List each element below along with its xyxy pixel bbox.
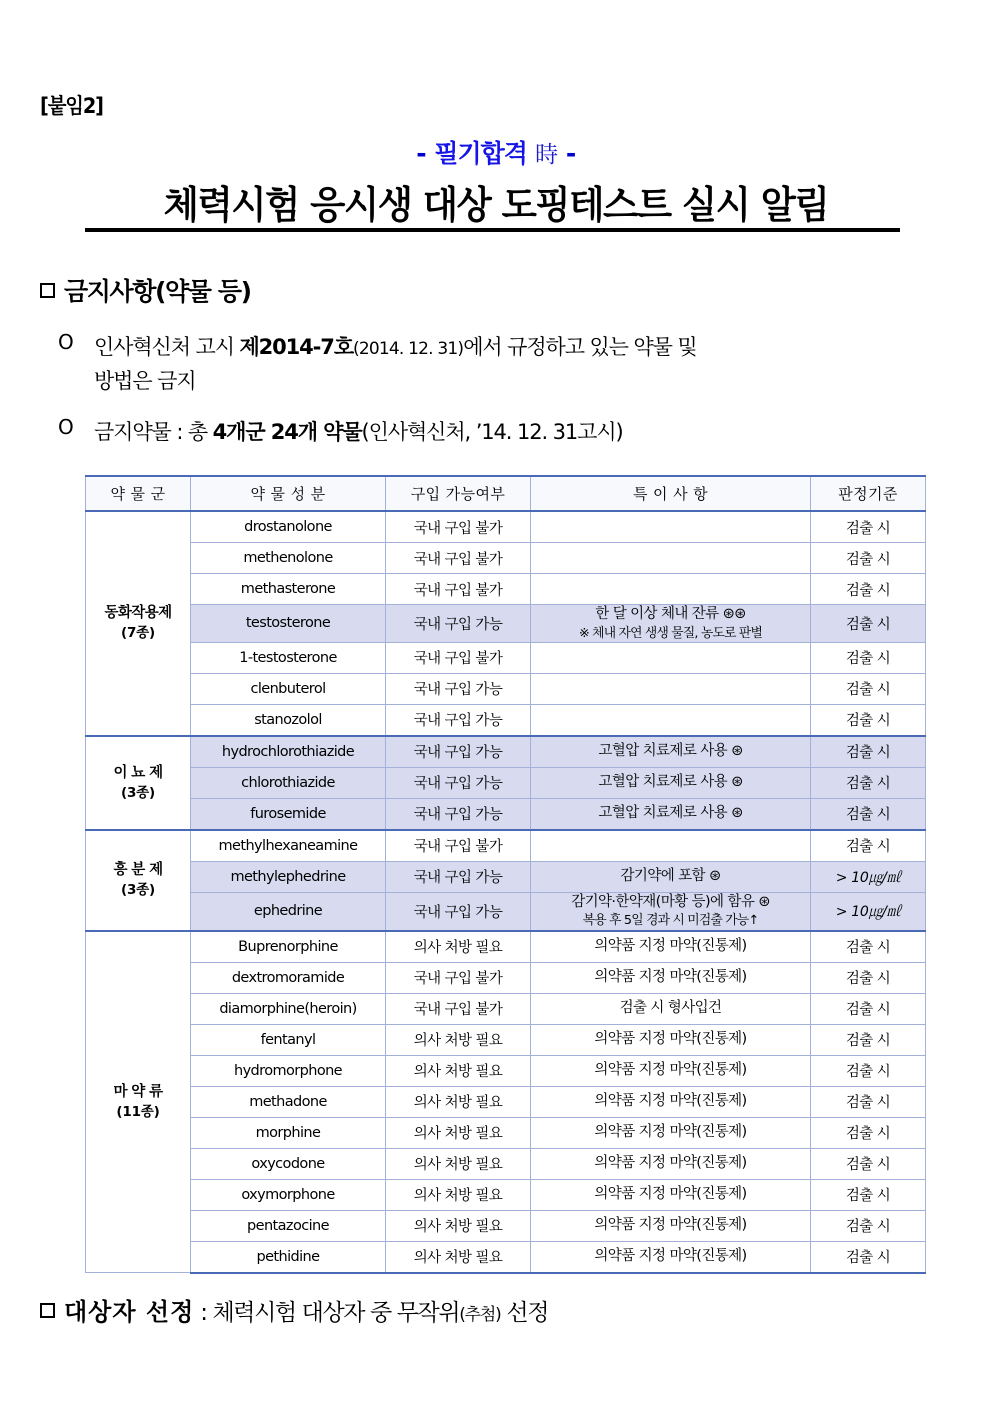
drug-name-cell: oxymorphone — [191, 1179, 386, 1210]
criteria-cell: 검출 시 — [811, 767, 926, 798]
note-cell — [531, 767, 811, 798]
table-row — [86, 892, 926, 930]
criteria-cell: > 10㎍/㎖ — [811, 892, 926, 930]
drug-name-cell: stanozolol — [191, 704, 386, 736]
page-title: 체력시험 응시생 대상 도핑테스트 실시 알림 — [163, 182, 829, 227]
circle-bullet-icon-2: O — [58, 415, 73, 439]
drug-group-name: 마 약 류 — [113, 1083, 163, 1100]
availability-cell: 국내 구입 가능 — [386, 673, 531, 704]
attachment-label: [붙임2] — [40, 94, 103, 118]
note-cell — [531, 642, 811, 673]
availability-cell: 국내 구입 가능 — [386, 704, 531, 736]
table-row — [86, 605, 926, 643]
footer-separator: : — [194, 1300, 213, 1326]
drug-name-cell: chlorothiazide — [191, 767, 386, 798]
criteria-cell: 검출 시 — [811, 1210, 926, 1241]
note-cell — [531, 511, 811, 543]
drug-name-cell: 1-testosterone — [191, 642, 386, 673]
drug-name-cell: fentanyl — [191, 1024, 386, 1055]
table-row — [86, 1210, 926, 1241]
note-cell — [531, 830, 811, 862]
note-cell — [531, 673, 811, 704]
bullet-1-line-2: 방법은 금지 — [94, 369, 196, 394]
drug-group-name: 이 뇨 제 — [113, 764, 163, 781]
note-line: 의약품 지정 마약(진통제) — [594, 1092, 747, 1109]
note-line: 고혈압 치료제로 사용 ⊛ — [598, 774, 743, 791]
drug-name-cell: furosemide — [191, 798, 386, 830]
availability-cell: 의사 처방 필요 — [386, 1148, 531, 1179]
prohibited-drugs-table-wrap — [85, 475, 925, 1274]
note-line: 의약품 지정 마약(진통제) — [594, 1061, 747, 1078]
availability-cell: 국내 구입 불가 — [386, 962, 531, 993]
table-row — [86, 1055, 926, 1086]
criteria-cell: 검출 시 — [811, 1179, 926, 1210]
footer-selection-line — [40, 1292, 548, 1327]
note-cell — [531, 605, 811, 643]
table-row — [86, 767, 926, 798]
availability-cell: 의사 처방 필요 — [386, 1241, 531, 1273]
table-row — [86, 704, 926, 736]
bullet-1-part-d: 에서 규정하고 있는 약물 및 — [463, 335, 697, 359]
col-header-group: 약 물 군 — [86, 476, 191, 511]
bullet-1-part-a: 인사혁신처 고시 — [94, 335, 240, 359]
note-cell — [531, 574, 811, 605]
availability-cell: 의사 처방 필요 — [386, 1024, 531, 1055]
note-line: 고혈압 치료제로 사용 ⊛ — [598, 743, 743, 760]
document-subtitle — [0, 138, 992, 170]
availability-cell: 국내 구입 가능 — [386, 605, 531, 643]
drug-group-count: (3종) — [121, 881, 155, 898]
note-cell — [531, 931, 811, 963]
note-cell — [531, 1210, 811, 1241]
note-cell — [531, 861, 811, 892]
footer-body-a: 체력시험 대상자 중 무작위 — [212, 1300, 460, 1326]
drug-name-cell: testosterone — [191, 605, 386, 643]
criteria-cell: 검출 시 — [811, 642, 926, 673]
bullet-2-source: (인사혁신처, ’14. 12. 31고시) — [361, 420, 623, 444]
drug-name-cell: ephedrine — [191, 892, 386, 930]
drug-name-cell: dextromoramide — [191, 962, 386, 993]
note-line: 의약품 지정 마약(진통제) — [594, 1123, 747, 1140]
availability-cell: 국내 구입 불가 — [386, 830, 531, 862]
section-heading-label: 금지사항(약물 등) — [64, 277, 251, 306]
availability-cell: 국내 구입 가능 — [386, 892, 531, 930]
note-line: 감기약에 포함 ⊛ — [620, 868, 721, 885]
criteria-cell: 검출 시 — [811, 993, 926, 1024]
drug-group-cell — [86, 736, 191, 830]
note-line: 의약품 지정 마약(진통제) — [594, 1216, 747, 1233]
availability-cell: 국내 구입 불가 — [386, 574, 531, 605]
table-row — [86, 574, 926, 605]
drug-group-count: (11종) — [116, 1103, 160, 1120]
availability-cell: 국내 구입 불가 — [386, 642, 531, 673]
table-row — [86, 543, 926, 574]
availability-cell: 국내 구입 가능 — [386, 736, 531, 768]
note-cell — [531, 1241, 811, 1273]
bullet-2-drug-count: 4개군 24개 약물 — [212, 420, 362, 444]
col-header-notes: 특 이 사 항 — [531, 476, 811, 511]
drug-name-cell: morphine — [191, 1117, 386, 1148]
note-line: 의약품 지정 마약(진통제) — [594, 1247, 747, 1264]
note-line: 의약품 지정 마약(진통제) — [594, 1154, 747, 1171]
note-line: 의약품 지정 마약(진통제) — [594, 968, 747, 985]
note-line: 의약품 지정 마약(진통제) — [594, 1185, 747, 1202]
note-line: 한 달 이상 체내 잔류 ⊛⊛ — [595, 606, 746, 622]
note-line: 복용 후 5일 경과 시 미검출 가능↑ — [582, 913, 759, 929]
table-header — [86, 476, 926, 511]
table-row — [86, 861, 926, 892]
availability-cell: 국내 구입 불가 — [386, 543, 531, 574]
criteria-cell: > 10㎍/㎖ — [811, 861, 926, 892]
criteria-cell: 검출 시 — [811, 1117, 926, 1148]
criteria-cell: 검출 시 — [811, 673, 926, 704]
prohibited-drugs-table — [85, 475, 926, 1274]
table-row — [86, 1117, 926, 1148]
note-cell — [531, 1148, 811, 1179]
table-row — [86, 1179, 926, 1210]
section-heading — [40, 272, 251, 308]
note-line: ※ 체내 자연 생생 물질, 농도로 판별 — [578, 625, 763, 641]
table-row — [86, 511, 926, 543]
bullet-2-part-a: 금지약물 : 총 — [94, 420, 213, 444]
criteria-cell: 검출 시 — [811, 1055, 926, 1086]
criteria-cell: 검출 시 — [811, 574, 926, 605]
bullet-1-text — [94, 330, 948, 398]
table-row — [86, 736, 926, 768]
bullet-2-text — [94, 415, 948, 449]
table-row — [86, 1241, 926, 1273]
drug-group-name: 동화작용제 — [104, 605, 172, 622]
footer-body-b: 선정 — [500, 1300, 549, 1326]
criteria-cell: 검출 시 — [811, 704, 926, 736]
drug-group-count: (7종) — [121, 625, 155, 642]
note-cell — [531, 962, 811, 993]
drug-group-count: (3종) — [121, 784, 155, 801]
table-header-row — [86, 476, 926, 511]
note-line: 의약품 지정 마약(진통제) — [594, 937, 747, 954]
drug-name-cell: methylephedrine — [191, 861, 386, 892]
availability-cell: 국내 구입 가능 — [386, 798, 531, 830]
note-cell — [531, 704, 811, 736]
availability-cell: 의사 처방 필요 — [386, 1210, 531, 1241]
criteria-cell: 검출 시 — [811, 511, 926, 543]
col-header-substance: 약 물 성 분 — [191, 476, 386, 511]
title-underline-rule — [85, 228, 900, 232]
drug-name-cell: drostanolone — [191, 511, 386, 543]
availability-cell: 의사 처방 필요 — [386, 1086, 531, 1117]
note-cell — [531, 1117, 811, 1148]
subtitle-dash-left: - — [416, 139, 427, 168]
availability-cell: 국내 구입 가능 — [386, 767, 531, 798]
availability-cell: 의사 처방 필요 — [386, 1117, 531, 1148]
table-row — [86, 642, 926, 673]
footer-title: 대상자 선정 — [64, 1298, 195, 1326]
availability-cell: 국내 구입 불가 — [386, 993, 531, 1024]
table-row — [86, 1024, 926, 1055]
drug-name-cell: methadone — [191, 1086, 386, 1117]
table-row — [86, 962, 926, 993]
col-header-availability: 구입 가능여부 — [386, 476, 531, 511]
bullet-1-notice-no: 제2014-7호 — [239, 335, 353, 359]
table-row — [86, 830, 926, 862]
note-line: 검출 시 형사입건 — [619, 999, 722, 1016]
bullet-item-2 — [58, 415, 948, 449]
note-cell — [531, 993, 811, 1024]
note-cell — [531, 1179, 811, 1210]
bullet-1-date: (2014. 12. 31) — [353, 339, 464, 359]
note-line: 고혈압 치료제로 사용 ⊛ — [598, 805, 743, 822]
criteria-cell: 검출 시 — [811, 962, 926, 993]
square-bullet-icon-2 — [40, 1303, 55, 1318]
drug-name-cell: methylhexaneamine — [191, 830, 386, 862]
availability-cell: 의사 처방 필요 — [386, 1179, 531, 1210]
drug-name-cell: methenolone — [191, 543, 386, 574]
criteria-cell: 검출 시 — [811, 830, 926, 862]
criteria-cell: 검출 시 — [811, 1086, 926, 1117]
title-block — [0, 138, 992, 229]
criteria-cell: 검출 시 — [811, 1241, 926, 1273]
note-cell — [531, 892, 811, 930]
drug-group-name: 흥 분 제 — [113, 861, 163, 878]
drug-group-cell — [86, 931, 191, 1273]
note-line: 감기약·한약재(마황 등)에 함유 ⊛ — [571, 893, 770, 910]
table-row — [86, 993, 926, 1024]
subtitle-dash-right: - — [565, 139, 576, 168]
availability-cell: 국내 구입 가능 — [386, 861, 531, 892]
criteria-cell: 검출 시 — [811, 798, 926, 830]
table-body — [86, 511, 926, 1273]
note-cell — [531, 736, 811, 768]
note-line: 의약품 지정 마약(진통제) — [594, 1030, 747, 1047]
drug-group-cell — [86, 511, 191, 736]
square-bullet-icon — [40, 283, 55, 298]
criteria-cell: 검출 시 — [811, 1148, 926, 1179]
col-header-criteria: 판정기준 — [811, 476, 926, 511]
drug-name-cell: clenbuterol — [191, 673, 386, 704]
table-row — [86, 1148, 926, 1179]
availability-cell: 의사 처방 필요 — [386, 931, 531, 963]
drug-name-cell: Buprenorphine — [191, 931, 386, 963]
criteria-cell: 검출 시 — [811, 931, 926, 963]
drug-name-cell: hydromorphone — [191, 1055, 386, 1086]
criteria-cell: 검출 시 — [811, 736, 926, 768]
drug-name-cell: methasterone — [191, 574, 386, 605]
note-cell — [531, 1055, 811, 1086]
criteria-cell: 검출 시 — [811, 543, 926, 574]
note-cell — [531, 798, 811, 830]
drug-name-cell: pentazocine — [191, 1210, 386, 1241]
table-row — [86, 673, 926, 704]
note-cell — [531, 1024, 811, 1055]
availability-cell: 의사 처방 필요 — [386, 1055, 531, 1086]
circle-bullet-icon-1: O — [58, 330, 73, 354]
subtitle-hanja-text: 時 — [535, 142, 558, 168]
bullet-item-1 — [58, 330, 948, 398]
drug-name-cell: oxycodone — [191, 1148, 386, 1179]
drug-name-cell: diamorphine(heroin) — [191, 993, 386, 1024]
availability-cell: 국내 구입 불가 — [386, 511, 531, 543]
drug-name-cell: hydrochlorothiazide — [191, 736, 386, 768]
drug-name-cell: pethidine — [191, 1241, 386, 1273]
subtitle-main-text: 필기합격 — [434, 139, 527, 168]
criteria-cell: 검출 시 — [811, 605, 926, 643]
table-row — [86, 931, 926, 963]
note-cell — [531, 1086, 811, 1117]
drug-group-cell — [86, 830, 191, 931]
note-cell — [531, 543, 811, 574]
table-row — [86, 1086, 926, 1117]
criteria-cell: 검출 시 — [811, 1024, 926, 1055]
table-row — [86, 798, 926, 830]
footer-body-small: (추첨) — [459, 1305, 501, 1325]
